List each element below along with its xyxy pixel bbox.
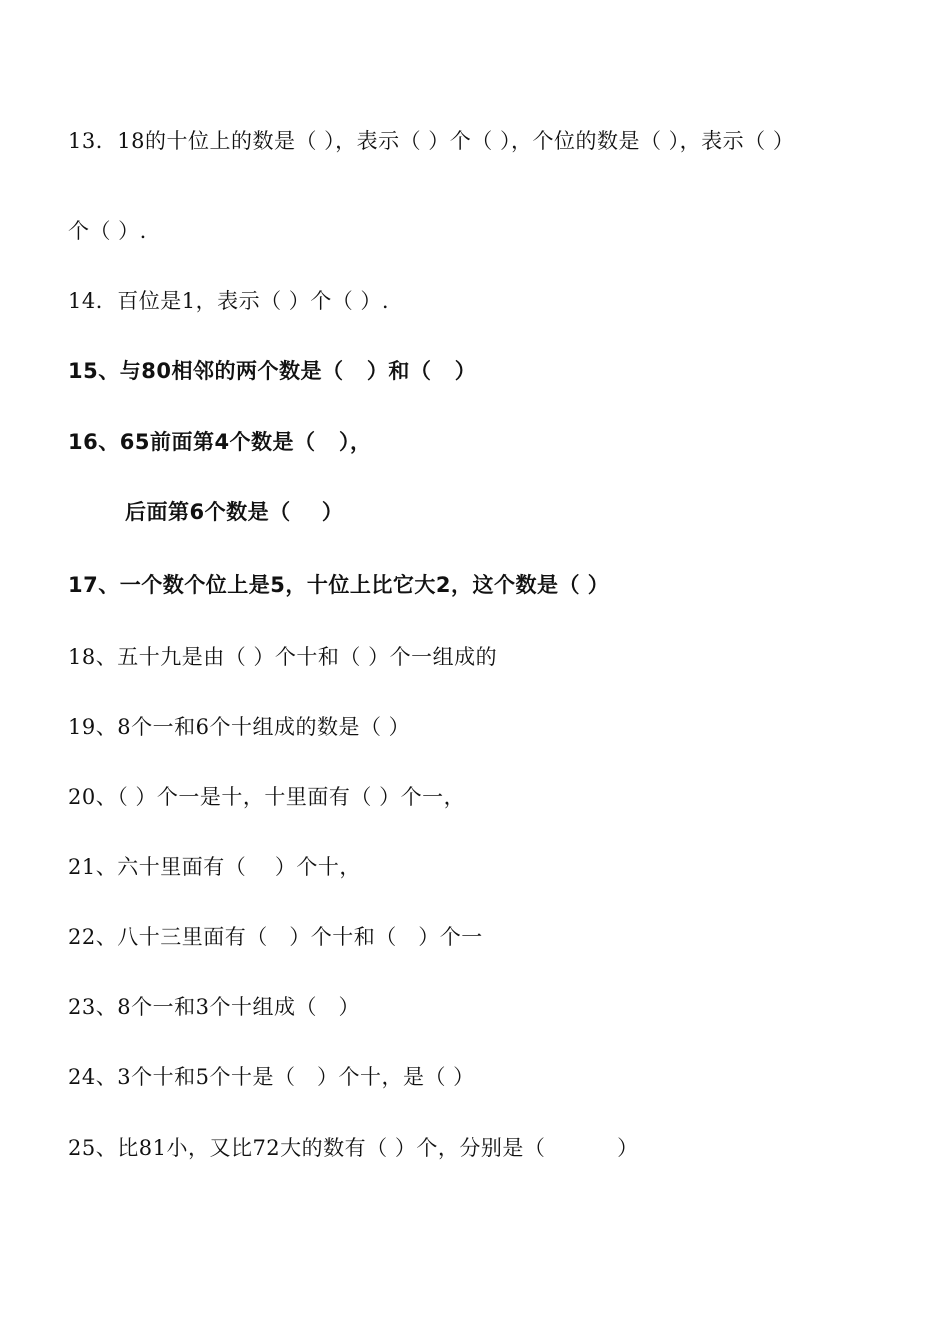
question-15: 15、与80相邻的两个数是（ ）和（ ） <box>68 359 477 383</box>
question-24: 24、3个十和5个十是（ ）个十，是（ ） <box>68 1065 475 1089</box>
question-17: 17、一个数个位上是5，十位上比它大2，这个数是（ ） <box>68 573 610 597</box>
question-13-line-2: 个（ ）. <box>68 219 147 243</box>
question-16-line-2: 后面第6个数是（ ） <box>125 500 344 524</box>
question-13-line-1: 13．18的十位上的数是（ ），表示（ ）个（ ），个位的数是（ ），表示（ ） <box>68 129 795 153</box>
question-19: 19、8个一和6个十组成的数是（ ） <box>68 715 411 739</box>
question-18: 18、五十九是由（ ）个十和（ ）个一组成的 <box>68 645 498 669</box>
question-22: 22、八十三里面有（ ）个十和（ ）个一 <box>68 925 483 949</box>
question-23: 23、8个一和3个十组成（ ） <box>68 995 360 1019</box>
question-20: 20、（ ）个一是十，十里面有（ ）个一， <box>68 785 466 809</box>
question-21: 21、六十里面有（ ）个十， <box>68 855 361 879</box>
question-16-line-1: 16、65前面第4个数是（ ）， <box>68 430 372 454</box>
question-14: 14．百位是1，表示（ ）个（ ）. <box>68 289 390 313</box>
question-25: 25、比81小，又比72大的数有（ ）个，分别是（ ） <box>68 1136 639 1160</box>
